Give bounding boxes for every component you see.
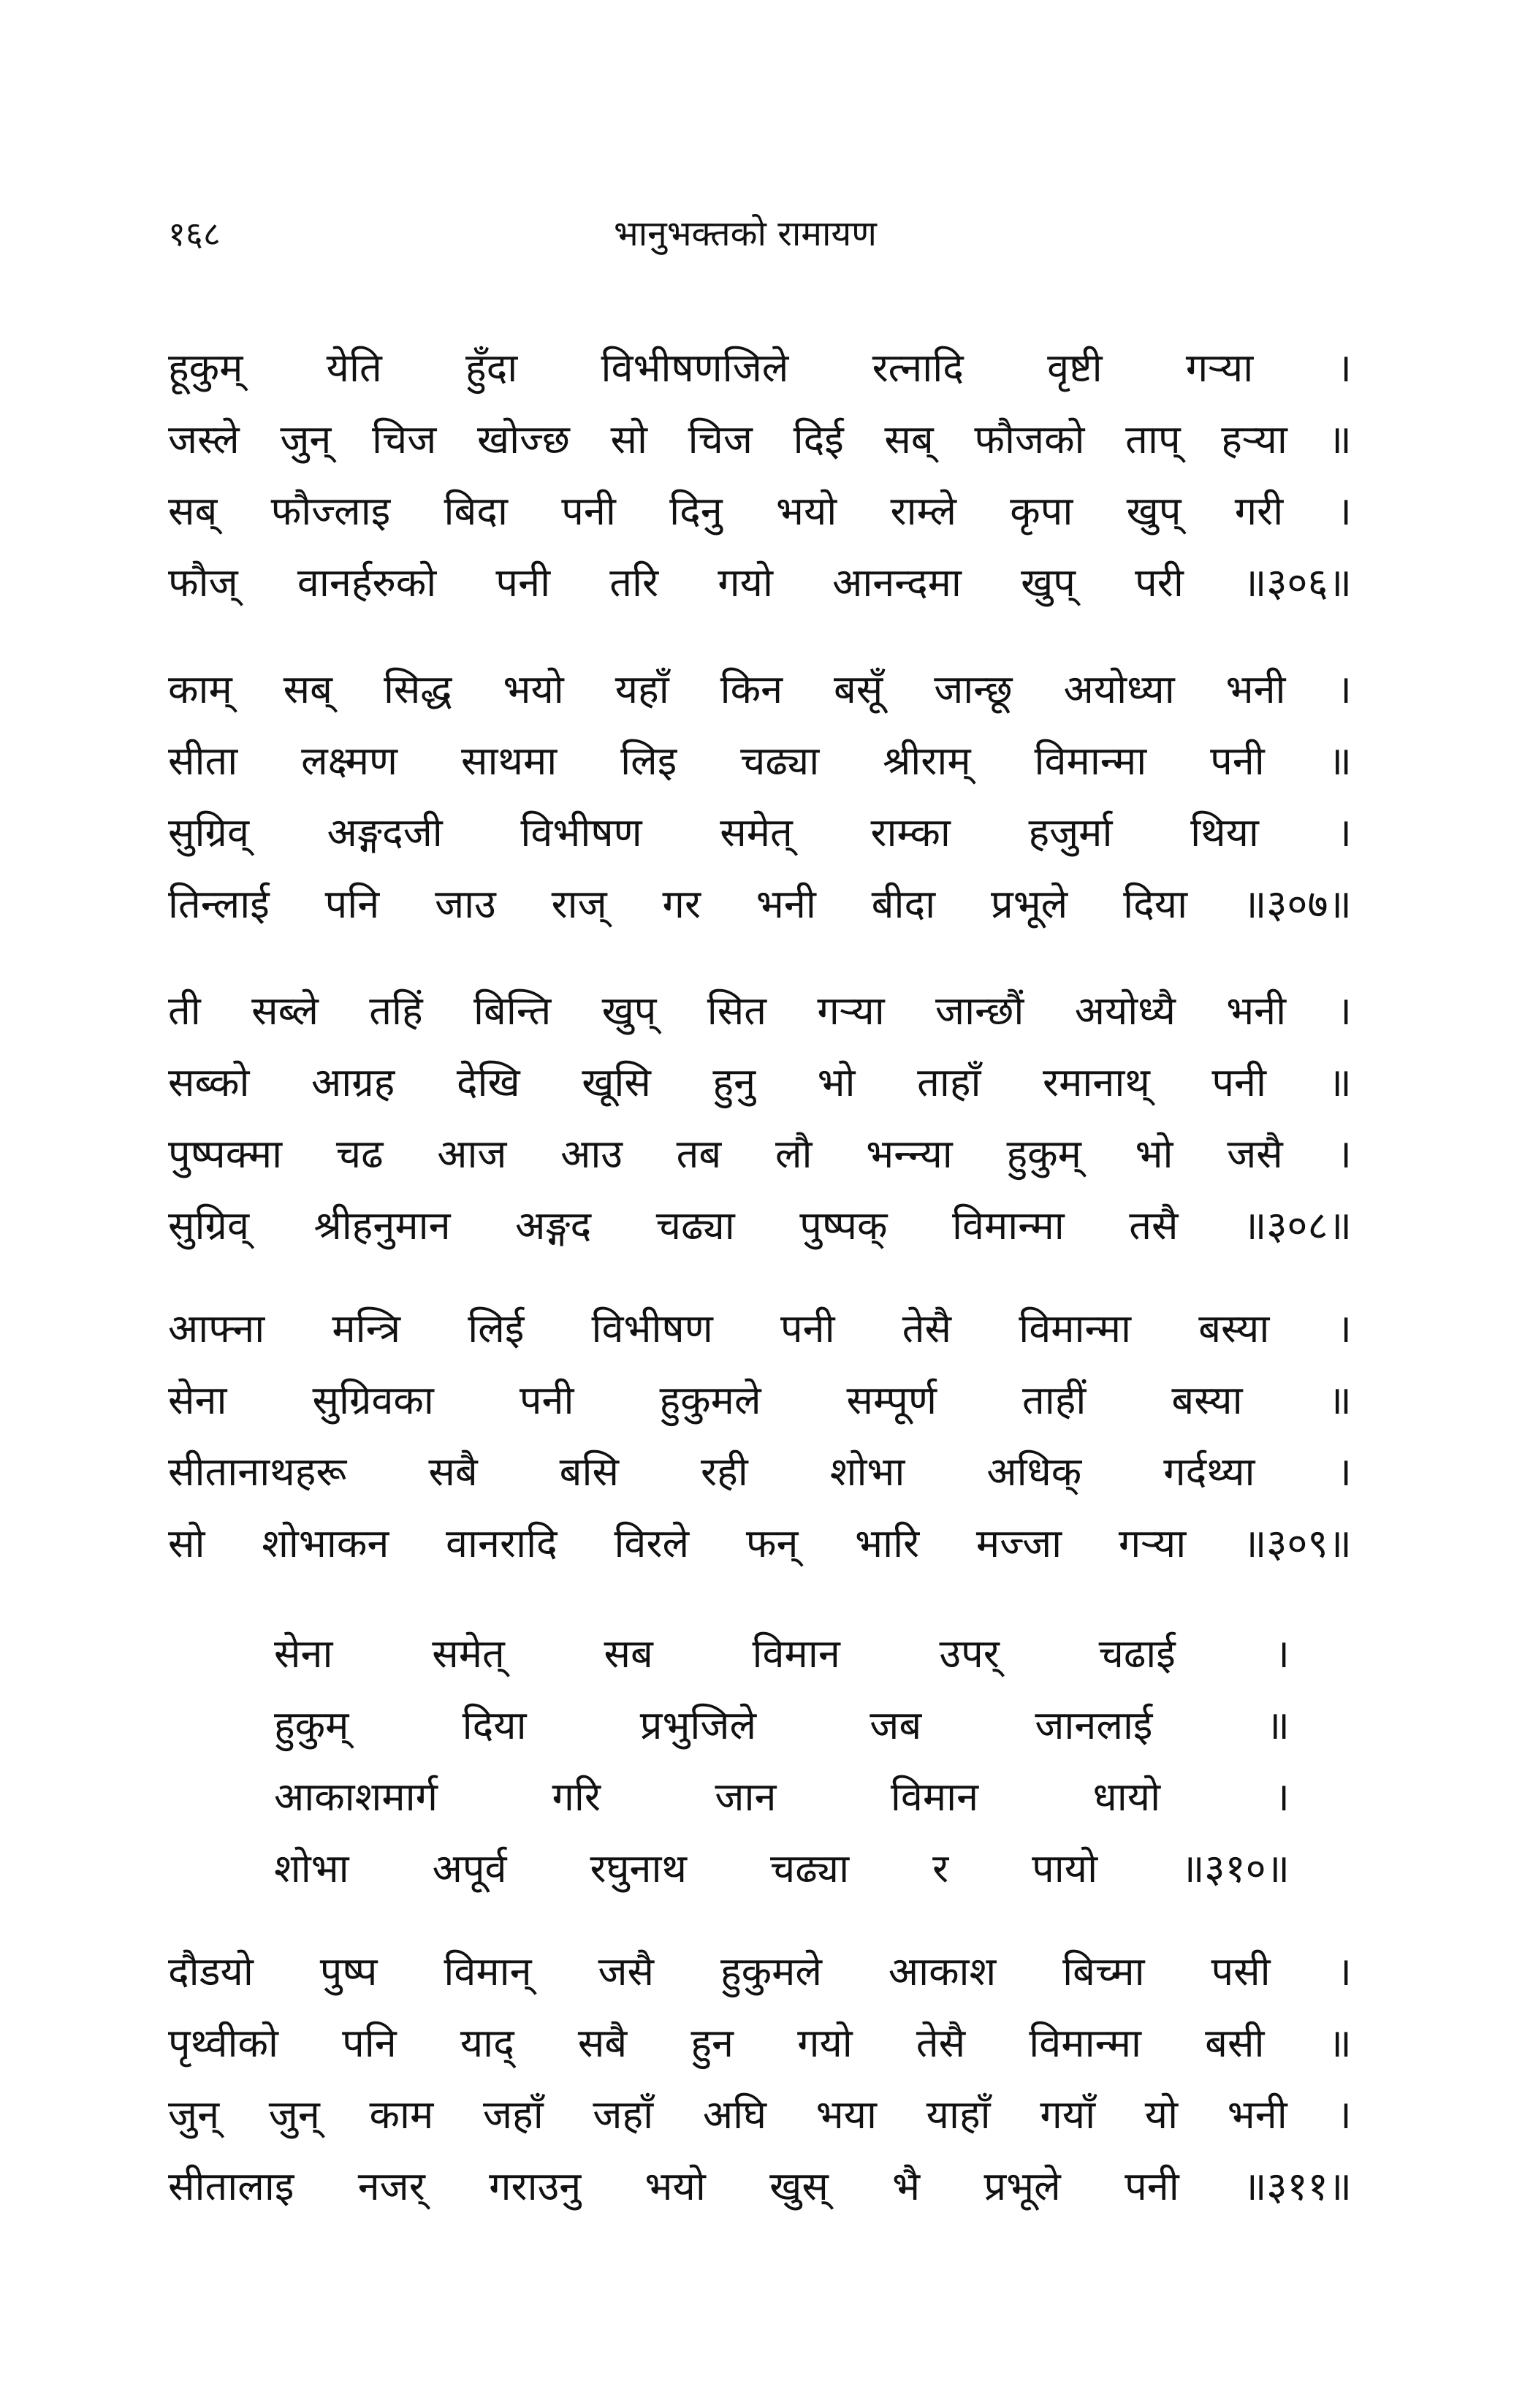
verse-word: विमान्मा	[1029, 2020, 1142, 2066]
verse-line	[168, 869, 1352, 940]
verse-word: विमान्मा	[1034, 738, 1147, 784]
verse-word: काम	[369, 2092, 434, 2138]
verse-word: ।	[1274, 1631, 1290, 1677]
stanza-2	[168, 654, 1352, 940]
verse-word: ।	[1336, 488, 1352, 534]
stanza-3	[168, 975, 1352, 1262]
verse-word: आनन्दमा	[832, 560, 962, 606]
verse-word: तसै	[1129, 1203, 1179, 1249]
verse-word: प्रभुजिले	[639, 1702, 757, 1748]
verse-word: फौज्	[168, 560, 238, 606]
verse-word: प्रभूले	[990, 881, 1068, 927]
verse-word: शोभा	[829, 1449, 905, 1495]
verse-word: सेना	[274, 1631, 333, 1677]
verse-word: श्रीराम्	[883, 738, 971, 784]
verse-line	[168, 1190, 1352, 1262]
verse-word: ताहाँ	[917, 1059, 981, 1105]
verse-word: जहाँ	[482, 2092, 544, 2138]
verse-word: गर	[662, 881, 701, 927]
verse-word: गयाँ	[1040, 2092, 1096, 2138]
verse-word: बिदा	[444, 488, 508, 534]
verse-word: ।	[1336, 666, 1352, 712]
verse-word: विभीषणजिले	[601, 345, 789, 391]
verse-word: विभीषण	[591, 1306, 713, 1352]
verse-word: पनी	[495, 560, 551, 606]
verse-word: गयो	[718, 560, 773, 606]
verse-word: सिद्ध	[383, 666, 452, 712]
verse-word: विमान्	[444, 1948, 532, 1994]
verse-word: परी	[1135, 560, 1184, 606]
verse-word: खूसि	[582, 1059, 651, 1105]
verse-word: कृपा	[1010, 488, 1073, 534]
stanza-5	[274, 1618, 1290, 1905]
verse-word: अघि	[702, 2092, 766, 2138]
verse-word: जुन्	[168, 2092, 220, 2138]
verse-word: सुग्रिव्	[168, 1203, 249, 1249]
verse-word: यहाँ	[614, 666, 669, 712]
verse-word: बसि	[559, 1449, 619, 1495]
verse-word: फौजको	[974, 416, 1085, 462]
verse-word: विरले	[614, 1520, 690, 1566]
verse-line	[168, 332, 1352, 404]
verse-word: पनी	[780, 1306, 835, 1352]
verse-word: ॥	[1266, 1702, 1290, 1748]
verse-word: गऱ्या	[1185, 345, 1254, 391]
verse-line	[274, 1690, 1290, 1761]
verse-word: भो	[817, 1059, 856, 1105]
verse-word: सबै	[428, 1449, 478, 1495]
verse-word: गरी	[1234, 488, 1284, 534]
verse-word: यो	[1144, 2092, 1179, 2138]
verse-line	[168, 2151, 1352, 2222]
running-title: भानुभक्तको रामायण	[614, 213, 877, 254]
verse-word: भया	[815, 2092, 877, 2138]
verse-word: ॥	[1328, 1377, 1352, 1423]
verse-word: गऱ्या	[1118, 1520, 1187, 1566]
verse-word: राज्	[551, 881, 607, 927]
verse-word: बस्या	[1198, 1306, 1270, 1352]
verse-word: हुकुमले	[659, 1377, 761, 1423]
verse-word: पनि	[324, 881, 380, 927]
verse-word: बिन्ति	[473, 988, 552, 1034]
verse-word: लिइ	[620, 738, 677, 784]
verse-word: ।	[1336, 988, 1352, 1034]
verse-word: सब्	[884, 416, 934, 462]
verse-word: जहाँ	[593, 2092, 654, 2138]
verse-word: ॥३११॥	[1243, 2163, 1352, 2209]
verse-word: खोज्छ	[476, 416, 570, 462]
verse-word: गर्दथ्या	[1163, 1449, 1255, 1495]
verse-word: सो	[610, 416, 647, 462]
verse-line	[168, 654, 1352, 725]
verse-word: भनी	[1226, 988, 1287, 1034]
verse-word: पनी	[1210, 738, 1265, 784]
verse-word: खुप्	[1021, 560, 1076, 606]
verse-word: ॥३०९॥	[1242, 1520, 1352, 1566]
verse-word: सित	[707, 988, 767, 1034]
verse-word: ।	[1336, 1131, 1352, 1177]
verse-word: सेना	[168, 1377, 227, 1423]
verse-word: सब्	[283, 666, 333, 712]
verse-word: पनी	[519, 1377, 574, 1423]
verse-word: लक्ष्मण	[301, 738, 398, 784]
verse-line	[274, 1761, 1290, 1833]
verse-word: गरि	[552, 1774, 601, 1820]
verse-word: देखि	[456, 1059, 520, 1105]
verse-word: जसै	[598, 1948, 655, 1994]
verse-word: वृष्टी	[1047, 345, 1103, 391]
verse-word: अयोध्या	[1063, 666, 1175, 712]
verse-word: सम्पूर्ण	[846, 1377, 937, 1423]
verse-line	[168, 547, 1352, 619]
verse-line	[168, 1293, 1352, 1365]
verse-line	[168, 1436, 1352, 1508]
verse-word: रही	[700, 1449, 748, 1495]
verse-line	[168, 1119, 1352, 1190]
verse-word: अयोध्यै	[1074, 988, 1176, 1034]
verse-word: लिई	[468, 1306, 525, 1352]
verse-word: दौडयो	[168, 1948, 254, 1994]
verse-word: चढ्या	[740, 738, 820, 784]
verse-word: विमान	[890, 1774, 979, 1820]
verse-word: भारि	[855, 1520, 920, 1566]
verse-word: सो	[168, 1520, 205, 1566]
verse-word: ।	[1336, 1306, 1352, 1352]
verse-word: लौ	[775, 1131, 813, 1177]
verse-word: साथमा	[460, 738, 558, 784]
stanza-1	[168, 332, 1352, 619]
verse-word: बस्या	[1171, 1377, 1243, 1423]
verse-word: थिया	[1190, 809, 1259, 856]
verse-word: सब्	[168, 488, 218, 534]
verse-word: भयो	[503, 666, 564, 712]
verse-word: आउ	[560, 1131, 623, 1177]
verse-word: पनी	[1211, 1059, 1266, 1105]
verse-word: हुकुम्	[1006, 1131, 1081, 1177]
verse-line	[274, 1618, 1290, 1690]
verse-word: तेसै	[916, 2020, 966, 2066]
verse-word: पनी	[561, 488, 616, 534]
verse-word: नजर्	[357, 2163, 425, 2209]
verse-word: जसै	[1227, 1131, 1283, 1177]
verse-word: दिया	[462, 1702, 527, 1748]
verse-line	[168, 2008, 1352, 2079]
verse-word: हुकुम्	[274, 1702, 349, 1748]
verse-word: ॥३०७॥	[1242, 881, 1352, 927]
verse-line	[168, 404, 1352, 476]
verse-word: राम्ले	[890, 488, 957, 534]
verse-word: ॥	[1328, 738, 1352, 784]
verse-word: येति	[326, 345, 382, 391]
verse-word: भयो	[644, 2163, 706, 2209]
verse-word: चढ	[335, 1131, 384, 1177]
verse-word: प्रभूले	[983, 2163, 1061, 2209]
verse-word: हुनु	[712, 1059, 756, 1105]
verse-word: भो	[1135, 1131, 1173, 1177]
verse-word: आग्रह	[311, 1059, 395, 1105]
verse-word: जस्ले	[168, 416, 240, 462]
verse-word: हजुर्मा	[1028, 809, 1113, 856]
verse-word: अङ्गद	[515, 1203, 592, 1249]
verse-word: अधिक्	[986, 1449, 1082, 1495]
verse-word: तेसै	[902, 1306, 952, 1352]
verse-word: खुप्	[1126, 488, 1182, 534]
verse-word: पुष्पक्मा	[168, 1131, 283, 1177]
verse-word: सब्ले	[251, 988, 319, 1034]
verse-word: समेत्	[720, 809, 793, 856]
verse-word: बीदा	[871, 881, 936, 927]
verse-line	[168, 975, 1352, 1047]
verse-word: ॥	[1328, 416, 1352, 462]
verse-word: तब	[676, 1131, 722, 1177]
verse-word: सब्को	[168, 1059, 250, 1105]
verse-word: विमान	[752, 1631, 840, 1677]
verse-line	[168, 797, 1352, 869]
verse-word: रत्नादि	[872, 345, 964, 391]
verse-word: जाउ	[435, 881, 496, 927]
verse-word: हऱ्या	[1221, 416, 1287, 462]
verse-word: विमान्मा	[1019, 1306, 1131, 1352]
verse-word: दिनु	[669, 488, 723, 534]
verse-word: धायो	[1092, 1774, 1161, 1820]
verse-word: चिज	[371, 416, 437, 462]
verse-word: चिज	[688, 416, 753, 462]
verse-word: पृथ्वीको	[168, 2020, 278, 2066]
verse-word: भनी	[1227, 2092, 1287, 2138]
verse-word: जुन्	[268, 2092, 320, 2138]
verse-line	[274, 1833, 1290, 1905]
verse-word: जान्छू	[934, 666, 1013, 712]
verse-word: बसी	[1205, 2020, 1265, 2066]
verse-word: सीतानाथहरू	[168, 1449, 347, 1495]
verse-word: वानर्हरुको	[297, 560, 437, 606]
verse-word: सुग्रिवका	[312, 1377, 434, 1423]
verse-word: पनी	[1125, 2163, 1179, 2209]
verse-word: काम्	[168, 666, 232, 712]
verse-word: पुष्पक्	[799, 1203, 888, 1249]
verse-word: र	[932, 1845, 949, 1891]
verse-word: जब	[870, 1702, 922, 1748]
verse-word: फन्	[745, 1520, 799, 1566]
verse-word: चढ्या	[769, 1845, 850, 1891]
verse-word: ॥	[1328, 1059, 1352, 1105]
verse-word: सीतालाइ	[168, 2163, 294, 2209]
verse-word: पायो	[1032, 1845, 1098, 1891]
verse-word: ।	[1274, 1774, 1290, 1820]
verse-word: तिन्लाई	[168, 881, 270, 927]
verse-word: वानरादि	[446, 1520, 558, 1566]
verse-word: ताप्	[1125, 416, 1181, 462]
verse-word: शोभा	[274, 1845, 349, 1891]
verse-word: मज्जा	[975, 1520, 1062, 1566]
verse-word: याहाँ	[926, 2092, 991, 2138]
verse-line	[168, 725, 1352, 797]
verse-word: जान्छौं	[935, 988, 1024, 1034]
verse-word: ।	[1336, 1948, 1352, 1994]
verse-word: जान	[715, 1774, 777, 1820]
verse-word: बिच्मा	[1062, 1948, 1145, 1994]
verse-word: दिई	[793, 416, 844, 462]
verse-word: भनी	[756, 881, 816, 927]
verse-word: भन्न्या	[866, 1131, 953, 1177]
verse-word: आफ्ना	[168, 1306, 265, 1352]
verse-word: सीता	[168, 738, 238, 784]
verse-word: ॥३०६॥	[1242, 560, 1352, 606]
verse-word: अपूर्व	[432, 1845, 507, 1891]
verse-word: हुँदा	[465, 345, 518, 391]
stanza-6	[168, 1936, 1352, 2222]
verse-word: भनी	[1225, 666, 1286, 712]
verse-word: सब	[604, 1631, 653, 1677]
verse-word: ।	[1336, 2092, 1352, 2138]
verse-word: जानलाई	[1035, 1702, 1153, 1748]
verse-word: रघुनाथ	[590, 1845, 688, 1891]
verse-word: जुन्	[280, 416, 332, 462]
verse-word: हुन	[690, 2020, 734, 2066]
verse-word: सबै	[577, 2020, 628, 2066]
verse-word: बसूँ	[833, 666, 883, 712]
verse-word: ॥३०८॥	[1243, 1203, 1352, 1249]
verse-word: विभीषण	[520, 809, 642, 856]
verse-word: पनि	[342, 2020, 397, 2066]
verse-line	[168, 1365, 1352, 1436]
verse-word: ।	[1336, 345, 1352, 391]
verse-word: तरि	[609, 560, 659, 606]
verse-word: मन्त्रि	[332, 1306, 401, 1352]
verse-word: सुग्रिव्	[168, 809, 249, 856]
verse-word: आकाशमार्ग	[274, 1774, 438, 1820]
verse-word: रमानाथ्	[1043, 1059, 1150, 1105]
stanza-4	[168, 1293, 1352, 1580]
verse-word: चढ्या	[655, 1203, 735, 1249]
verse-line	[168, 1936, 1352, 2008]
verse-word: आकाश	[888, 1948, 997, 1994]
verse-word: गराउनु	[489, 2163, 582, 2209]
verse-word: गऱ्या	[817, 988, 885, 1034]
verse-word: आज	[437, 1131, 507, 1177]
verse-line	[168, 476, 1352, 547]
verse-word: खुप्	[601, 988, 657, 1034]
verse-word: ताहीं	[1021, 1377, 1087, 1423]
verse-word: गयो	[797, 2020, 853, 2066]
verse-line	[168, 1508, 1352, 1580]
verse-word: ती	[168, 988, 201, 1034]
verse-word: किन	[720, 666, 783, 712]
verse-word: ।	[1336, 1449, 1352, 1495]
page-header	[168, 212, 1352, 270]
verse-word: राम्का	[870, 809, 951, 856]
verse-word: ।	[1336, 809, 1352, 856]
verse-line	[168, 1047, 1352, 1119]
verse-word: उपर्	[939, 1631, 1000, 1677]
verse-word: खुस्	[769, 2163, 829, 2209]
verse-word: ॥	[1328, 2020, 1352, 2066]
verse-word: श्रीहनुमान	[313, 1203, 451, 1249]
verse-word: याद्	[460, 2020, 514, 2066]
verse-word: भै	[892, 2163, 921, 2209]
verse-word: हुकुमले	[720, 1948, 822, 1994]
verse-word: पसी	[1211, 1948, 1271, 1994]
verse-word: तहिं	[369, 988, 423, 1034]
verse-word: शोभाकन	[262, 1520, 389, 1566]
verse-word: फौज्लाइ	[270, 488, 391, 534]
verse-line	[168, 2079, 1352, 2151]
verse-word: दिया	[1123, 881, 1188, 927]
verse-word: चढाई	[1098, 1631, 1176, 1677]
verse-word: ॥३१०॥	[1181, 1845, 1290, 1891]
verse-word: अङ्गदजी	[327, 809, 443, 856]
verse-word: भयो	[775, 488, 837, 534]
verse-word: समेत्	[432, 1631, 505, 1677]
verse-word: हूकुम्	[168, 345, 243, 391]
verse-word: विमान्मा	[951, 1203, 1065, 1249]
verse-word: पुष्प	[319, 1948, 378, 1994]
page-number: १६८	[168, 214, 221, 254]
